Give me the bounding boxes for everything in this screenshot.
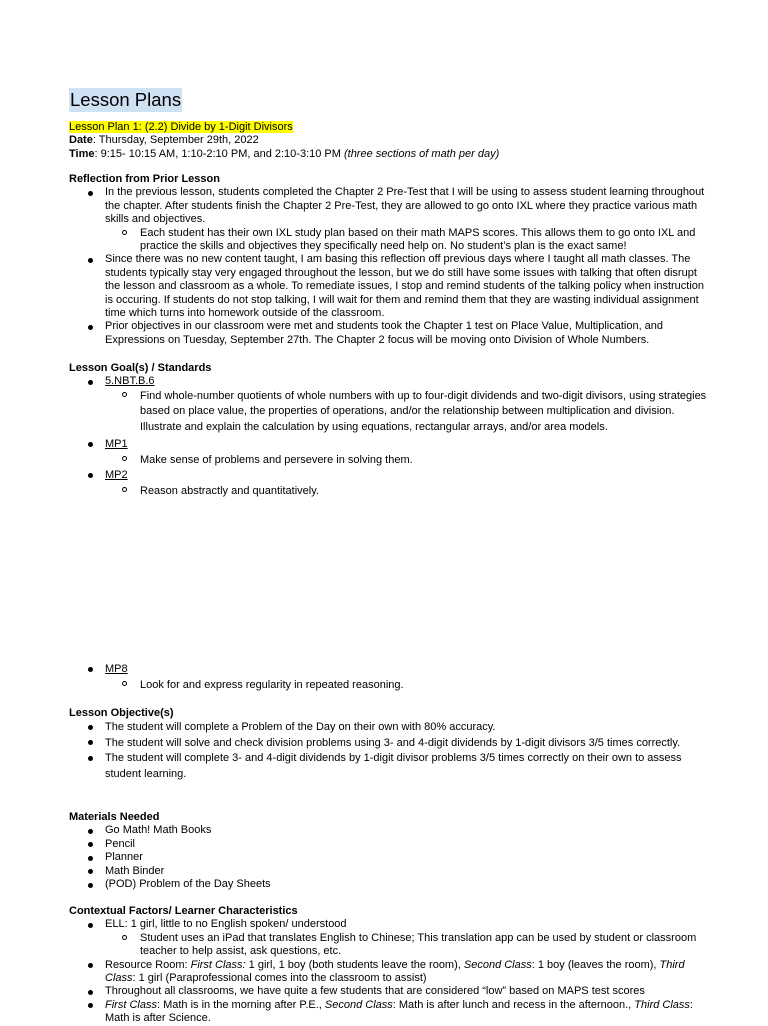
list-item [69, 437, 709, 453]
time-line [69, 148, 709, 161]
list-item-text: The student will solve and check division problems using 3- and 4-digit dividends by 1-digit divisors 3/5 times correctly. [105, 736, 681, 749]
list-item [69, 851, 709, 864]
list-item-text: Prior objectives in our classroom were met and students took the Chapter 1 test on Place Value, Multiplication, and Expressions on Tuesday, September 27th. The Chapter 2 focus will be moving onto Division of Whole Numbers. [105, 320, 664, 346]
sub-list-item [69, 932, 709, 959]
time-label: Time [69, 147, 95, 160]
bullet-icon [88, 883, 93, 888]
list-item [69, 253, 709, 320]
bullet-icon [88, 667, 93, 672]
list-item [69, 468, 709, 484]
goals-list-continued [69, 662, 709, 693]
class-label: Second Class [463, 958, 532, 971]
list-item [69, 918, 709, 931]
list-item-text: Pencil [105, 837, 135, 850]
plan-header [69, 121, 709, 161]
bullet-icon [88, 191, 93, 196]
list-item [69, 838, 709, 851]
page-title: Lesson Plans [70, 89, 182, 110]
sub-list-item [69, 389, 709, 436]
context-section [69, 905, 709, 1026]
date-label: Date [69, 134, 93, 147]
list-item [69, 375, 709, 388]
objectives-section [69, 707, 709, 782]
list-item [69, 878, 709, 891]
bullet-icon [88, 258, 93, 263]
list-item-text: Student uses an iPad that translates English to Chinese; This translation app can be used by student or classroom teacher to help assist, ask questions, etc. [140, 931, 697, 958]
hollow-bullet-icon [122, 681, 127, 686]
list-item [69, 186, 709, 226]
bullet-icon [88, 923, 93, 928]
list-item [69, 824, 709, 837]
materials-section [69, 811, 709, 891]
bullet-icon [88, 1003, 93, 1008]
schedule-text: : Math is after Science. [105, 998, 693, 1025]
list-item [69, 959, 709, 986]
list-item-text: Make sense of problems and persevere in solving them. [140, 453, 413, 466]
list-item-text: Reason abstractly and quantitatively. [140, 484, 319, 497]
class-label: Third Class [105, 958, 685, 985]
list-item-text: Go Math! Math Books [105, 824, 212, 837]
ell-label: ELL [105, 918, 125, 931]
list-item-text: Math Binder [105, 864, 165, 877]
list-item [69, 320, 709, 347]
class-label: Second Class [324, 998, 393, 1011]
objectives-list [69, 720, 709, 782]
standard-link-mp2[interactable]: MP2 [105, 469, 128, 482]
list-item [69, 865, 709, 878]
bullet-icon [88, 842, 93, 847]
hollow-bullet-icon [122, 935, 127, 940]
bullet-icon [88, 473, 93, 478]
reflection-list [69, 186, 709, 347]
list-item-text: In the previous lesson, students completed the Chapter 2 Pre-Test that I will be using to assess student learning throughout the chapter. After students finish the Chapter 2 Pre-Test, they are allowed to go onto IXL where they practice various math skills and objectives. [105, 186, 705, 226]
standard-link-mp1[interactable]: MP1 [105, 438, 128, 451]
list-item [69, 736, 709, 752]
list-item-text: Find whole-number quotients of whole numbers with up to four-digit dividends and two-digit divisors, using strategies based on place value, the properties of operations, and/or the relationship between multiplication and division. Illustrate and explain the calculation by using equations, rectangular arrays, and/or area models. [140, 389, 707, 433]
list-item-text: Planner [105, 851, 143, 864]
standard-link-mp8[interactable]: MP8 [105, 663, 128, 675]
hollow-bullet-icon [122, 456, 127, 461]
sub-list-item [69, 453, 709, 469]
time-value: : 9:15- 10:15 AM, 1:10-2:10 PM, and 2:10-3:10 PM [94, 147, 344, 160]
list-item-text: Throughout all classrooms, we have quite a few students that are considered “low” based on MAPS test scores [105, 985, 645, 998]
plan-title: Lesson Plan 1: (2.2) Divide by 1-Digit Divisors [69, 121, 293, 133]
goals-list [69, 375, 709, 499]
standard-link-5nbtb6[interactable]: 5.NBT.B.6 [105, 375, 155, 388]
materials-list [69, 824, 709, 891]
list-item-text: Since there was no new content taught, I am basing this reflection off previous days where I taught all math classes. The students typically stay very engaged throughout the lesson, but we do still have some issues with talking that often disrupt the lesson and classroom as a whole. To remediate issues, I stop and remind students of the talking policy when instruction is occuring. If students do not stop talking, I will wait for them and remind them that they are wasting individual assignment time which turns into homework outside of the classroom. [105, 253, 705, 320]
resource-text: : 1 boy (leaves the room), [531, 958, 660, 971]
bullet-icon [88, 442, 93, 447]
resource-text: : 1 girl (Paraprofessional comes into the classroom to assist) [132, 972, 427, 985]
bullet-icon [88, 740, 93, 745]
list-item [69, 999, 709, 1026]
hollow-bullet-icon [122, 487, 127, 492]
list-item [69, 662, 709, 678]
bullet-icon [88, 829, 93, 834]
bullet-icon [88, 990, 93, 995]
list-item-text: Each student has their own IXL study plan based on their math MAPS scores. This allows them to go onto IXL and practice the skills and objectives they specifically need help on. No student’s plan is the exact same! [140, 226, 696, 253]
bullet-icon [88, 756, 93, 761]
list-item [69, 751, 709, 782]
list-item [69, 985, 709, 998]
reflection-heading: Reflection from Prior Lesson [69, 173, 220, 185]
bullet-icon [88, 325, 93, 330]
sub-list-item [69, 678, 709, 694]
date-line [69, 134, 709, 147]
list-item [69, 720, 709, 736]
schedule-text: : Math is in the morning after P.E., [156, 998, 325, 1011]
goals-section [69, 362, 709, 499]
schedule-text: : Math is after lunch and recess in the afternoon., [392, 998, 635, 1011]
time-note: (three sections of math per day) [343, 147, 500, 160]
class-label: Third Class [634, 998, 690, 1011]
objectives-heading: Lesson Objective(s) [69, 707, 174, 719]
reflection-section [69, 173, 709, 347]
hollow-bullet-icon [122, 230, 127, 235]
bullet-icon [88, 869, 93, 874]
context-heading: Contextual Factors/ Learner Characteristics [69, 905, 298, 917]
date-value: : Thursday, September 29th, 2022 [92, 134, 259, 147]
sub-list-item [69, 227, 709, 254]
resource-text: 1 girl, 1 boy (both students leave the room), [245, 958, 464, 971]
bullet-icon [88, 725, 93, 730]
list-item-text: The student will complete 3- and 4-digit dividends by 1-digit divisor problems 3/5 times correctly on their own to assess student learning. [105, 752, 682, 780]
ell-text: : 1 girl, little to no English spoken/ understood [124, 918, 347, 931]
resource-text: Resource Room: [105, 958, 191, 971]
hollow-bullet-icon [122, 392, 127, 397]
sub-list-item [69, 484, 709, 500]
bullet-icon [88, 963, 93, 968]
bullet-icon [88, 380, 93, 385]
class-label: First Class [105, 998, 157, 1011]
list-item-text: (POD) Problem of the Day Sheets [105, 878, 271, 891]
class-label: First Class: [190, 958, 246, 971]
goals-section-continued [69, 662, 709, 693]
list-item-text: Look for and express regularity in repeated reasoning. [140, 678, 404, 691]
context-list [69, 918, 709, 1025]
list-item-text: The student will complete a Problem of the Day on their own with 80% accuracy. [105, 721, 496, 734]
goals-heading: Lesson Goal(s) / Standards [69, 362, 212, 374]
bullet-icon [88, 856, 93, 861]
materials-heading: Materials Needed [69, 811, 160, 823]
